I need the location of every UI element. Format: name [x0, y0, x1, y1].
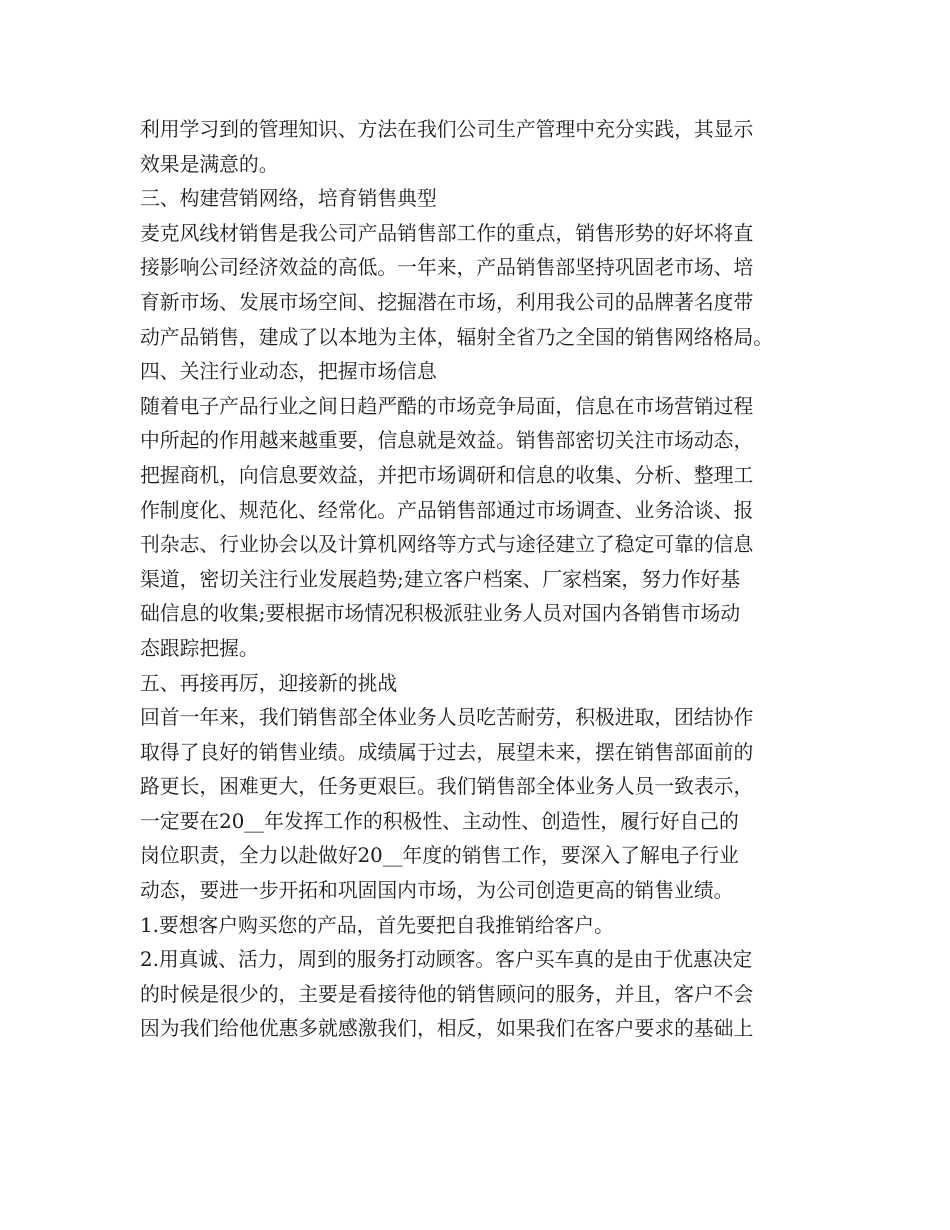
body-text-line: 路更长，困难更大，任务更艰巨。我们销售部全体业务人员一致表示，	[140, 775, 754, 799]
body-text-line: 的时候是很少的，主要是看接待他的销售顾问的服务，并且，客户不会	[140, 982, 754, 1006]
body-text-line: 础信息的收集;要根据市场情况积极派驻业务人员对国内各销售市场动	[140, 602, 741, 626]
body-text-line: 刊杂志、行业协会以及计算机网络等方式与途径建立了稳定可靠的信息	[140, 533, 754, 557]
body-text-line: 动态，要进一步开拓和巩固国内市场，为公司创造更高的销售业绩。	[140, 879, 734, 903]
body-text-line: 把握商机，向信息要效益，并把市场调研和信息的收集、分析、整理工	[140, 463, 754, 487]
section-heading: 五、再接再厉，迎接新的挑战	[140, 671, 398, 695]
list-item: 1.要想客户购买您的产品，首先要把自我推销给客户。	[140, 913, 614, 937]
body-text-line: 取得了良好的销售业绩。成绩属于过去，展望未来，摆在销售部面前的	[140, 740, 754, 764]
body-text-line: 回首一年来，我们销售部全体业务人员吃苦耐劳，积极进取，团结协作	[140, 706, 754, 730]
body-text-line: 接影响公司经济效益的高低。一年来，产品销售部坚持巩固老市场、培	[140, 256, 754, 280]
body-text-line: 麦克风线材销售是我公司产品销售部工作的重点，销售形势的好坏将直	[140, 221, 754, 245]
body-text-line: 态跟踪把握。	[140, 636, 259, 660]
body-text-line: 岗位职责，全力以赴做好20__年度的销售工作，要深入了解电子行业	[140, 844, 739, 868]
body-text-line: 渠道，密切关注行业发展趋势;建立客户档案、厂家档案，努力作好基	[140, 567, 741, 591]
body-text-line: 因为我们给他优惠多就感激我们，相反，如果我们在客户要求的基础上	[140, 1017, 754, 1041]
body-text-line: 中所起的作用越来越重要，信息就是效益。销售部密切关注市场动态，	[140, 429, 754, 453]
section-heading: 三、构建营销网络，培育销售典型	[140, 187, 437, 211]
body-text-line: 利用学习到的管理知识、方法在我们公司生产管理中充分实践，其显示	[140, 118, 754, 141]
document-body	[140, 113, 820, 1047]
list-item: 2.用真诚、活力，周到的服务打动顾客。客户买车真的是由于优惠决定	[140, 948, 753, 972]
section-heading: 四、关注行业动态，把握市场信息	[140, 360, 437, 384]
body-text-line: 育新市场、发展市场空间、挖掘潜在市场，利用我公司的品牌著名度带	[140, 290, 754, 314]
body-text-line: 作制度化、规范化、经常化。产品销售部通过市场调查、业务洽谈、报	[140, 498, 754, 522]
body-text-line: 效果是满意的。	[140, 152, 279, 176]
body-text-line: 随着电子产品行业之间日趋严酷的市场竞争局面，信息在市场营销过程	[140, 394, 754, 418]
body-text-line: 动产品销售，建成了以本地为主体，辐射全省乃之全国的销售网络格局。	[140, 325, 774, 349]
body-text-line: 一定要在20__年发挥工作的积极性、主动性、创造性，履行好自己的	[140, 809, 739, 833]
